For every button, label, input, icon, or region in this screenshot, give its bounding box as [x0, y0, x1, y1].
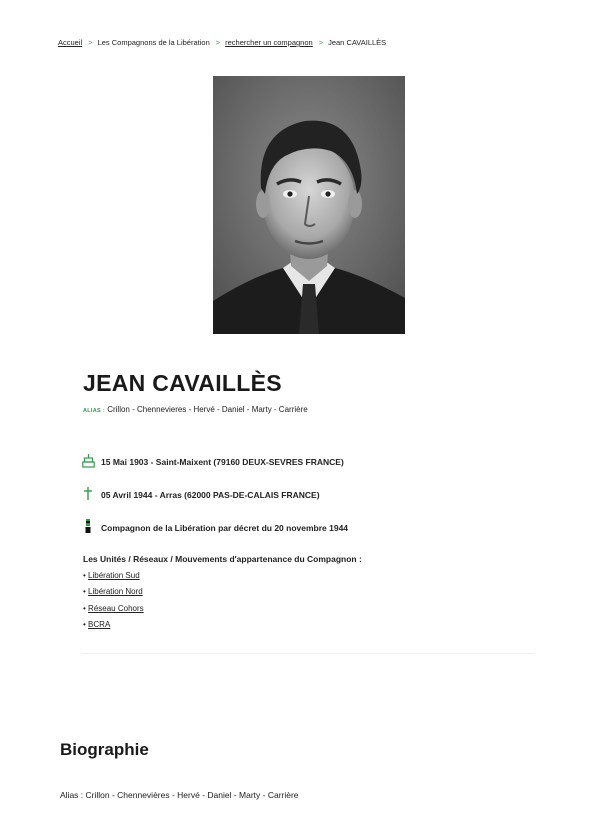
birth-fact — [81, 453, 344, 470]
companion-name: JEAN CAVAILLÈS — [83, 370, 282, 396]
breadcrumb-separator: > — [318, 38, 324, 47]
bullet: • — [83, 571, 86, 580]
portrait-photo — [213, 76, 405, 334]
alias-names: Crillon - Chennevieres - Hervé - Daniel - Marty - Carrière — [107, 405, 308, 414]
cross-icon — [81, 486, 95, 503]
alias-label: ALIAS : — [83, 408, 105, 414]
breadcrumb-section: Les Compagnons de la Libération — [97, 38, 210, 47]
biography-alias-line: Alias : Crillon - Chennevières - Hervé - Daniel - Marty - Carrière — [60, 790, 299, 800]
unit-link-bcra[interactable]: BCRA — [88, 619, 111, 629]
unit-link-liberation-sud[interactable]: Libération Sud — [88, 571, 140, 580]
breadcrumb-current: Jean CAVAILLÈS — [328, 38, 387, 47]
bullet: • — [83, 587, 86, 597]
list-item — [83, 586, 144, 602]
breadcrumb-separator: > — [88, 38, 93, 47]
breadcrumb-home-link[interactable]: Accueil — [58, 38, 83, 47]
biography-title: Biographie — [60, 740, 149, 759]
death-text: 05 Avril 1944 - Arras (62000 PAS-DE-CALAIS FRANCE) — [101, 489, 320, 500]
medal-icon — [81, 519, 95, 536]
unit-link-reseau-cohors[interactable]: Réseau Cohors — [88, 603, 144, 613]
birth-text: 15 Mai 1903 - Saint-Maixent (79160 DEUX-SEVRES FRANCE) — [101, 456, 344, 467]
birthday-cake-icon — [81, 453, 95, 470]
decree-text: Compagnon de la Libération par décret du 20 novembre 1944 — [101, 522, 349, 533]
unit-link-liberation-nord[interactable]: Libération Nord — [88, 587, 143, 597]
portrait-illustration — [213, 76, 405, 334]
breadcrumb-search-link[interactable]: rechercher un compagnon — [225, 38, 313, 47]
breadcrumb-separator: > — [215, 38, 221, 47]
decree-fact — [81, 519, 348, 536]
units-title: Les Unités / Réseaux / Mouvements d'appartenance du Compagnon : — [83, 554, 362, 564]
bullet: • — [83, 619, 86, 629]
list-item — [83, 619, 144, 635]
alias-row — [83, 405, 308, 414]
list-item — [83, 603, 144, 619]
list-item — [83, 570, 144, 586]
section-divider — [83, 653, 533, 654]
death-fact — [81, 486, 320, 503]
breadcrumb — [58, 38, 386, 48]
bullet: • — [83, 603, 86, 613]
units-list — [83, 570, 144, 635]
